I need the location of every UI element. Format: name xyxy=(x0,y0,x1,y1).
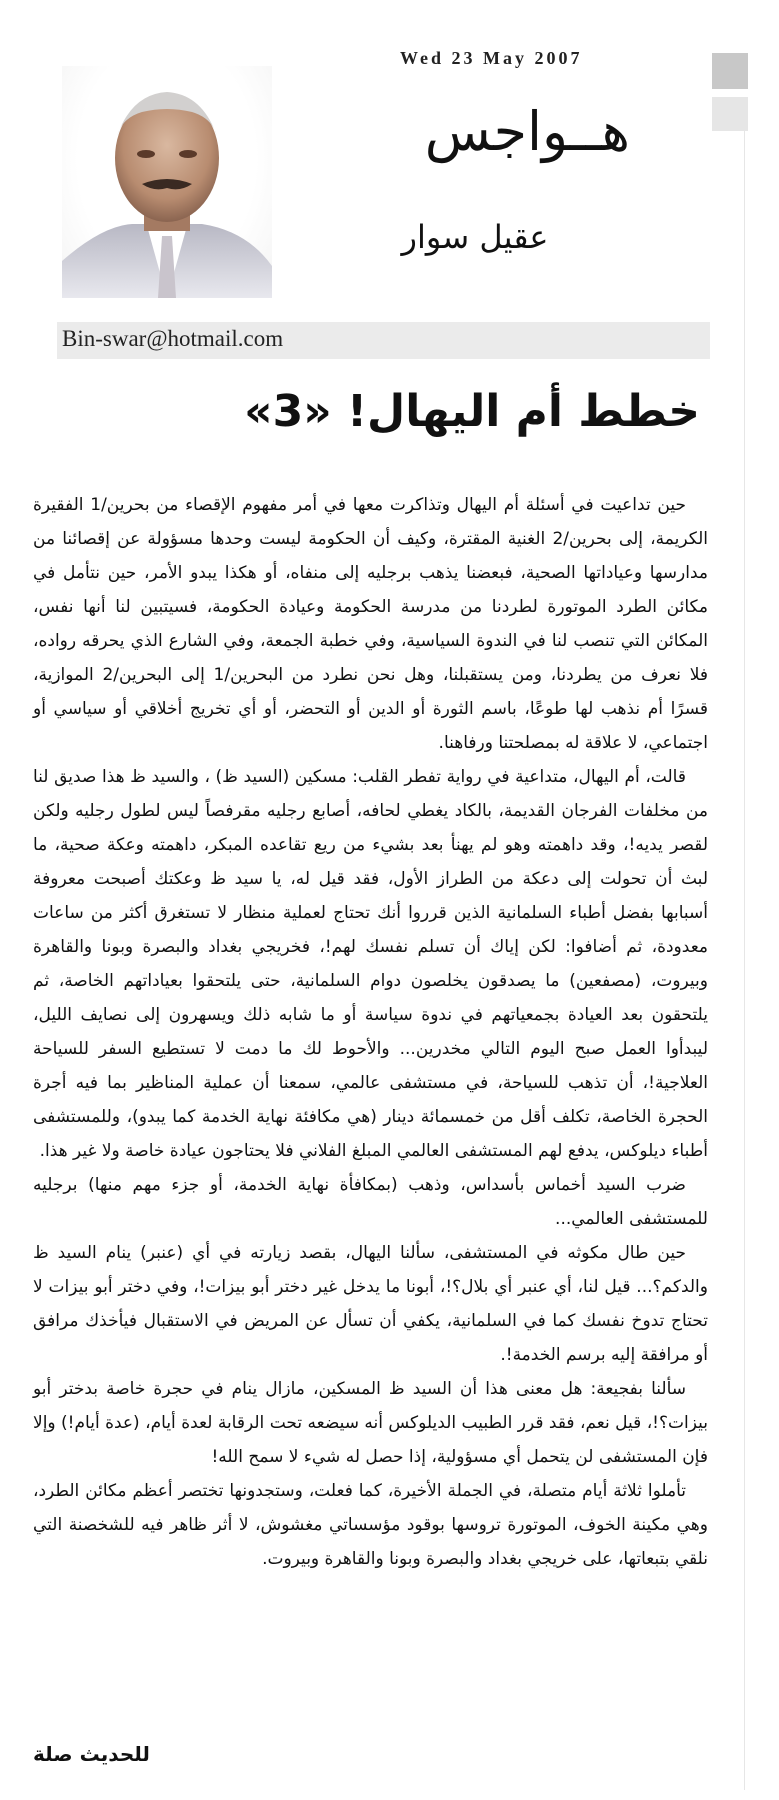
article-paragraph: حين طال مكوثه في المستشفى، سألنا اليهال، بقصد زيارته في أي (عنبر) ينام السيد ظ والدكم؟... قيل لنا، أي عنبر أي بلال؟!، أبونا ما يدخل غير دختر أبو بيزات!، وفي دختر أبو بيزات لا تحتاج تدوخ نفسك كما في السلمانية، يكفي أن تسأل عن المريض في الاستقبال فيأخذك مرافق أو مرافقة إليه برسم الخدمة!. xyxy=(33,1243,708,1365)
article-paragraph: قالت، أم اليهال، متداعية في رواية تفطر القلب: مسكين (السيد ظ) ، والسيد ظ هذا صديق لنا من مخلفات الفرجان القديمة، بالكاد يغطي لحافه، أصابع رجليه مقرفصاً ليس لطول رجليه ولكن لقصر يديه!، وقد داهمته وهو لم يهنأ بعد بشيء من ريع تقاعده المبكر، داهمته وعكة صحية، ما لبث أن تحولت إلى دعكة من الطراز الأول، فقد قيل له، يا سيد ظ وعكتك أصبحت معروفة أسبابها بفضل أطباء السلمانية الذين قرروا أنك تحتاج لعملية منظار لا تستغرق أكثر من ساعات معدودة، ثم أضافوا: لكن إياك أن تسلم نفسك لهم!، فخريجي بغداد والبصرة وبونا والقاهرة وبيروت، (مصفعين) ما يصدقون يخلصون دوام السلمانية، حتى يلتحقوا بعياداتهم الخاصة، ثم يلتحقون بعد العيادة بجمعياتهم في ندوة سياسة أو ما شابه ذلك ويسهرون إلى نصايف الليل، ليبدأوا العمل صبح اليوم التالي مخدرين... والأحوط لك ما دمت لا تستطيع السفر للسياحة العلاجية!، أن تذهب للسياحة، في مستشفى عالمي، سمعنا أن عملية المناظير بما فيه أجرة الحجرة الخاصة، تكلف أقل من خمسمائة دينار (هي مكافئة نهاية الخدمة كما يبدو)، وللمستشفى أطباء ديلوكس، يدفع لهم المستشفى العالمي المبلغ الفلاني فلا يحتاجون عيادة خاصة ولا غير هذا. xyxy=(33,767,708,1161)
article-paragraph: ضرب السيد أخماس بأسداس، وذهب (بمكافأة نهاية الخدمة، أو جزء مهم منها) برجليه للمستشفى العالمي... xyxy=(33,1175,708,1229)
to-be-continued: للحديث صلة xyxy=(33,1742,150,1766)
column-title: هــواجس xyxy=(424,100,630,163)
author-email[interactable]: Bin-swar@hotmail.com xyxy=(62,326,284,351)
author-name: عقيل سوار xyxy=(401,218,549,256)
article-body xyxy=(33,488,708,1576)
page-divider xyxy=(744,130,745,1790)
issue-date: Wed 23 May 2007 xyxy=(400,48,583,68)
article-paragraph: سألنا بفجيعة: هل معنى هذا أن السيد ظ المسكين، مازال ينام في حجرة خاصة بدختر أبو بيزات؟!، قيل نعم، فقد قرر الطبيب الديلوكس أنه سيضعه تحت الرقابة لعدة أيام، (عدة أيام!) وإلا فإن المستشفى لن يتحمل أي مسؤولية، إذا حصل له شيء لا سمح الله! xyxy=(33,1379,708,1467)
author-photo xyxy=(62,66,272,298)
article-headline: خطط أم اليهال! «3» xyxy=(244,386,700,437)
article-paragraph: حين تداعيت في أسئلة أم اليهال وتذاكرت معها في أمر مفهوم الإقصاء من بحرين/1 الفقيرة الكريمة، إلى بحرين/2 الغنية المقترة، وكيف أن الحكومة ليست وحدها مسؤولة عن إقصائنا من مدارسها وعياداتها الصحية، فبعضنا يذهب برجليه إلى منفاه، أو هكذا يبدو الأمر، حين نتأمل في مكائن الطرد الموتورة لطردنا من مدرسة الحكومة وعيادة الحكومة، فسيتبين لنا أنها نفس، المكائن التي تنصب لنا في الندوة السياسية، وفي خطبة الجمعة، وفي الشارع الذي يحرقه رواده، فلا نعرف من يطردنا، ومن يستقبلنا، وهل نحن نطرد من البحرين/1 إلى البحرين/2 الموازية، قسرًا أم نذهب لها طوعًا، باسم الثورة أو الدين أو التحضر، أو أي تخريج أخلاقي أو سياسي أو اجتماعي، لا علاقة له بمصلحتنا ورفاهنا. xyxy=(33,495,708,753)
article-paragraph: تأملوا ثلاثة أيام متصلة، في الجملة الأخيرة، كما فعلت، وستجدونها تختصر أعظم مكائن الطرد، وهي مكينة الخوف، الموتورة تروسها بوقود مؤسساتي مغشوش، لا أثر ظاهر فيه للشخصنة التي نلقي بتبعاتها، على خريجي بغداد والبصرة وبونا والقاهرة وبيروت. xyxy=(33,1481,708,1569)
author-portrait-icon xyxy=(62,66,272,298)
side-tab-box xyxy=(712,53,748,89)
side-tab-box xyxy=(712,97,748,131)
